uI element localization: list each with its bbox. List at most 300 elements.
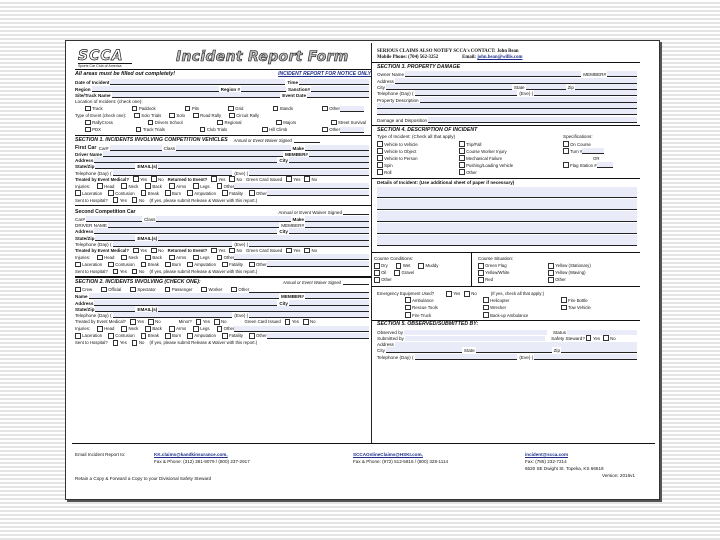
- event-street-survival[interactable]: [331, 120, 366, 126]
- checkbox[interactable]: [200, 127, 206, 133]
- location-grid[interactable]: [228, 106, 243, 112]
- event-club-trials[interactable]: [200, 127, 227, 133]
- injury-contusion[interactable]: [108, 190, 134, 196]
- injury-head[interactable]: [97, 183, 114, 189]
- checkbox[interactable]: [165, 287, 171, 293]
- spec-flag-station[interactable]: [563, 162, 639, 169]
- injury-fatality[interactable]: [222, 333, 243, 339]
- checkbox[interactable]: [394, 270, 400, 276]
- checkbox[interactable]: [187, 262, 193, 268]
- injury-legs[interactable]: [193, 326, 209, 332]
- checkbox[interactable]: [249, 262, 255, 268]
- location-pits[interactable]: [185, 106, 199, 112]
- sanction-field[interactable]: [311, 86, 369, 92]
- city-field[interactable]: [386, 347, 462, 353]
- checkbox[interactable]: [141, 190, 147, 196]
- equip-backup-ambulance[interactable]: [483, 312, 561, 318]
- checkbox[interactable]: [459, 141, 465, 147]
- injury-neck[interactable]: [121, 255, 138, 261]
- event-circuit-rally[interactable]: [229, 113, 259, 119]
- type-pushing-loading[interactable]: [459, 162, 563, 169]
- type-vehicle-person[interactable]: [377, 155, 459, 162]
- injury-break[interactable]: [141, 262, 159, 268]
- sit-yellow-stationary[interactable]: [548, 263, 608, 269]
- treated-yes[interactable]: [133, 248, 147, 254]
- event-regional[interactable]: [217, 120, 241, 126]
- zip-field[interactable]: [575, 84, 637, 90]
- contact-email-link[interactable]: john.bean@willis.com: [477, 55, 523, 60]
- checkbox[interactable]: [217, 120, 223, 126]
- checkbox[interactable]: [217, 326, 223, 332]
- checkbox[interactable]: [196, 319, 202, 325]
- checkbox[interactable]: [121, 326, 127, 332]
- checkbox[interactable]: [193, 113, 199, 119]
- flag-station-field[interactable]: [597, 162, 613, 168]
- checkbox[interactable]: [193, 183, 199, 189]
- equip-fire-truck[interactable]: [405, 312, 483, 318]
- sit-yellow-white[interactable]: [478, 270, 510, 276]
- waiver-field[interactable]: [343, 279, 369, 285]
- checkbox[interactable]: [418, 263, 424, 269]
- checkbox[interactable]: [548, 270, 554, 276]
- checkbox[interactable]: [75, 262, 81, 268]
- hospital-yes[interactable]: [113, 340, 127, 346]
- checkbox[interactable]: [133, 248, 139, 254]
- injury-arms[interactable]: [169, 326, 186, 332]
- checkbox[interactable]: [187, 190, 193, 196]
- checkbox[interactable]: [563, 162, 569, 168]
- event-solo[interactable]: [169, 113, 185, 119]
- checkbox[interactable]: [121, 255, 127, 261]
- equip-wrecker[interactable]: [483, 305, 561, 311]
- steward-yes[interactable]: [586, 335, 600, 341]
- telephone-eve-field[interactable]: [534, 354, 637, 360]
- state-field[interactable]: [526, 84, 566, 90]
- event-road-rally[interactable]: [193, 113, 221, 119]
- claims-email-link-2[interactable]: SCCAOnlineClaims@HSKI.com,: [353, 452, 423, 457]
- checkbox[interactable]: [276, 120, 282, 126]
- checkbox[interactable]: [101, 287, 107, 293]
- equip-tow-vehicle[interactable]: [561, 305, 639, 311]
- role-worker[interactable]: [201, 287, 222, 293]
- checkbox[interactable]: [145, 326, 151, 332]
- other-field[interactable]: [267, 333, 369, 339]
- checkbox[interactable]: [97, 326, 103, 332]
- details-line[interactable]: [377, 211, 637, 222]
- checkbox[interactable]: [229, 248, 235, 254]
- checkbox[interactable]: [113, 269, 119, 275]
- type-spin[interactable]: [377, 162, 459, 169]
- car-num-field[interactable]: [110, 145, 162, 151]
- checkbox[interactable]: [132, 340, 138, 346]
- hospital-no[interactable]: [132, 269, 145, 275]
- checkbox[interactable]: [113, 197, 119, 203]
- checkbox[interactable]: [169, 113, 175, 119]
- equip-ambulance[interactable]: [405, 297, 483, 303]
- address-field[interactable]: [94, 228, 277, 234]
- checkbox[interactable]: [322, 127, 328, 133]
- hospital-yes[interactable]: [113, 269, 127, 275]
- checkbox[interactable]: [286, 248, 292, 254]
- checkbox[interactable]: [130, 287, 136, 293]
- injury-type-other[interactable]: [249, 333, 371, 339]
- sit-red[interactable]: [478, 277, 493, 283]
- checkbox[interactable]: [459, 162, 465, 168]
- type-trip-fall[interactable]: [459, 141, 563, 148]
- cond-dry[interactable]: [374, 263, 388, 269]
- class-field[interactable]: [176, 145, 290, 151]
- checkbox[interactable]: [151, 176, 157, 182]
- cond-oil[interactable]: [374, 270, 386, 276]
- injury-fatality[interactable]: [222, 190, 243, 196]
- spec-on-course[interactable]: [563, 141, 639, 148]
- location-paddock[interactable]: [132, 106, 156, 112]
- hospital-yes[interactable]: [113, 197, 127, 203]
- checkbox[interactable]: [193, 255, 199, 261]
- injury-head[interactable]: [97, 326, 114, 332]
- checkbox[interactable]: [483, 312, 489, 318]
- treated-no[interactable]: [151, 248, 164, 254]
- injury-amputation[interactable]: [187, 262, 216, 268]
- make-field[interactable]: [305, 216, 369, 222]
- checkbox[interactable]: [145, 255, 151, 261]
- checkbox[interactable]: [75, 190, 81, 196]
- checkbox[interactable]: [228, 106, 234, 112]
- checkbox[interactable]: [108, 262, 114, 268]
- checkbox[interactable]: [548, 277, 554, 283]
- checkbox[interactable]: [121, 183, 127, 189]
- other-field[interactable]: [234, 183, 369, 189]
- checkbox[interactable]: [303, 319, 309, 325]
- injury-burn[interactable]: [165, 190, 181, 196]
- checkbox[interactable]: [201, 287, 207, 293]
- turn-field[interactable]: [582, 148, 604, 154]
- equip-rescue-tools[interactable]: [405, 305, 483, 311]
- checkbox[interactable]: [548, 263, 554, 269]
- sit-yellow-waving[interactable]: [548, 270, 608, 276]
- injury-laceration[interactable]: [75, 333, 102, 339]
- location-stands[interactable]: [273, 106, 293, 112]
- property-desc-field[interactable]: [420, 97, 637, 103]
- injury-neck[interactable]: [121, 326, 138, 332]
- details-line[interactable]: [377, 235, 637, 246]
- injury-amputation[interactable]: [187, 190, 216, 196]
- details-line[interactable]: [377, 223, 637, 234]
- checkbox[interactable]: [561, 297, 567, 303]
- checkbox[interactable]: [374, 277, 380, 283]
- car-num-field[interactable]: [86, 216, 142, 222]
- checkbox[interactable]: [133, 176, 139, 182]
- other-field[interactable]: [340, 106, 364, 112]
- damage-field[interactable]: [428, 117, 637, 123]
- checkbox[interactable]: [286, 176, 292, 182]
- returned-yes[interactable]: [211, 176, 225, 182]
- address-field[interactable]: [94, 157, 277, 163]
- checkbox[interactable]: [97, 255, 103, 261]
- member-field[interactable]: [305, 222, 369, 228]
- other-field[interactable]: [267, 261, 369, 267]
- injury-burn[interactable]: [165, 262, 181, 268]
- address-field[interactable]: [395, 78, 637, 84]
- event-track-trials[interactable]: [136, 127, 165, 133]
- region-field[interactable]: [92, 86, 219, 92]
- injury-contusion[interactable]: [108, 333, 134, 339]
- checkbox[interactable]: [132, 106, 138, 112]
- injury-break[interactable]: [141, 190, 159, 196]
- checkbox[interactable]: [322, 106, 328, 112]
- spec-turn[interactable]: [563, 148, 639, 155]
- checkbox[interactable]: [374, 263, 380, 269]
- state-zip-field[interactable]: [95, 163, 135, 169]
- checkbox[interactable]: [483, 297, 489, 303]
- injury-burn[interactable]: [165, 333, 181, 339]
- type-vehicle-vehicle[interactable]: [377, 141, 459, 148]
- property-desc-line[interactable]: [377, 103, 637, 109]
- checkbox[interactable]: [249, 333, 255, 339]
- checkbox[interactable]: [396, 263, 402, 269]
- other-field[interactable]: [234, 326, 369, 332]
- checkbox[interactable]: [222, 262, 228, 268]
- checkbox[interactable]: [217, 183, 223, 189]
- injury-other[interactable]: [217, 326, 371, 332]
- green-card-no[interactable]: [304, 248, 317, 254]
- checkbox[interactable]: [405, 312, 411, 318]
- driver-name-field[interactable]: [108, 222, 279, 228]
- checkbox[interactable]: [141, 333, 147, 339]
- incident-email-link[interactable]: incident@scca.com: [525, 452, 569, 457]
- checkbox[interactable]: [185, 106, 191, 112]
- checkbox[interactable]: [464, 291, 470, 297]
- submitted-field[interactable]: [405, 336, 545, 341]
- email-field[interactable]: [158, 163, 369, 169]
- checkbox[interactable]: [273, 106, 279, 112]
- checkbox[interactable]: [169, 255, 175, 261]
- claims-email-link-1[interactable]: KK.claims@kandkinsurance.com,: [154, 452, 228, 457]
- checkbox[interactable]: [151, 248, 157, 254]
- type-course-worker-injury[interactable]: [459, 148, 563, 155]
- checkbox[interactable]: [148, 120, 154, 126]
- checkbox[interactable]: [459, 169, 465, 175]
- state-field[interactable]: [476, 347, 552, 353]
- member-field[interactable]: [305, 293, 369, 299]
- checkbox[interactable]: [231, 287, 237, 293]
- checkbox[interactable]: [145, 183, 151, 189]
- emergency-yes[interactable]: [446, 291, 460, 297]
- checkbox[interactable]: [165, 190, 171, 196]
- checkbox[interactable]: [262, 127, 268, 133]
- address-field[interactable]: [395, 342, 637, 347]
- steward-no[interactable]: [603, 335, 639, 341]
- checkbox[interactable]: [187, 333, 193, 339]
- city-field[interactable]: [289, 300, 369, 306]
- injury-head[interactable]: [97, 255, 114, 261]
- telephone-day-field[interactable]: [113, 312, 233, 318]
- other-field[interactable]: [267, 190, 369, 196]
- checkbox[interactable]: [108, 190, 114, 196]
- hospital-no[interactable]: [132, 340, 145, 346]
- checkbox[interactable]: [483, 305, 489, 311]
- other-field[interactable]: [249, 287, 369, 293]
- checkbox[interactable]: [222, 333, 228, 339]
- checkbox[interactable]: [222, 190, 228, 196]
- injury-laceration[interactable]: [75, 190, 102, 196]
- telephone-day-field[interactable]: [415, 354, 518, 360]
- telephone-eve-field[interactable]: [249, 170, 369, 176]
- checkbox[interactable]: [193, 326, 199, 332]
- injury-legs[interactable]: [193, 255, 209, 261]
- member-field[interactable]: [607, 71, 637, 77]
- injury-arms[interactable]: [169, 183, 186, 189]
- type-mechanical-failure[interactable]: [459, 155, 563, 162]
- injury-break[interactable]: [141, 333, 159, 339]
- city-field[interactable]: [289, 228, 369, 234]
- role-spectator[interactable]: [130, 287, 156, 293]
- cond-wet[interactable]: [396, 263, 411, 269]
- checkbox[interactable]: [478, 270, 484, 276]
- checkbox[interactable]: [148, 319, 154, 325]
- sit-other[interactable]: [548, 277, 608, 283]
- treated-no[interactable]: [151, 176, 164, 182]
- checkbox[interactable]: [165, 333, 171, 339]
- treated-yes[interactable]: [130, 319, 144, 325]
- checkbox[interactable]: [561, 305, 567, 311]
- checkbox[interactable]: [304, 176, 310, 182]
- event-solo-trials[interactable]: [134, 113, 161, 119]
- checkbox[interactable]: [136, 127, 142, 133]
- returned-yes[interactable]: [211, 248, 225, 254]
- injury-back[interactable]: [145, 326, 162, 332]
- checkbox[interactable]: [165, 262, 171, 268]
- injury-type-other[interactable]: [249, 261, 371, 267]
- details-line[interactable]: [377, 187, 637, 198]
- checkbox[interactable]: [85, 120, 91, 126]
- telephone-day-field[interactable]: [113, 170, 233, 176]
- equip-fire-bottle[interactable]: [561, 297, 639, 303]
- checkbox[interactable]: [563, 148, 569, 154]
- injury-fatality[interactable]: [222, 262, 243, 268]
- checkbox[interactable]: [97, 183, 103, 189]
- waiver-field[interactable]: [294, 137, 320, 143]
- checkbox[interactable]: [141, 262, 147, 268]
- checkbox[interactable]: [377, 155, 383, 161]
- role-crew[interactable]: [75, 287, 92, 293]
- event-drivers-school[interactable]: [148, 120, 183, 126]
- minor-yes[interactable]: [196, 319, 210, 325]
- checkbox[interactable]: [285, 319, 291, 325]
- cond-gravel[interactable]: [394, 270, 414, 276]
- role-other[interactable]: [231, 287, 371, 293]
- emergency-no[interactable]: [464, 291, 477, 297]
- checkbox[interactable]: [459, 148, 465, 154]
- location-other[interactable]: [322, 106, 366, 112]
- cond-muddy[interactable]: [418, 263, 438, 269]
- green-card-no[interactable]: [304, 176, 317, 182]
- state-zip-field[interactable]: [95, 306, 135, 312]
- event-majors[interactable]: [276, 120, 296, 126]
- type-other[interactable]: [459, 169, 563, 176]
- checkbox[interactable]: [85, 127, 91, 133]
- checkbox[interactable]: [331, 120, 337, 126]
- checkbox[interactable]: [459, 155, 465, 161]
- city-field[interactable]: [386, 84, 512, 90]
- returned-no[interactable]: [229, 176, 242, 182]
- event-rallycross[interactable]: [85, 120, 113, 126]
- checkbox[interactable]: [603, 335, 609, 341]
- checkbox[interactable]: [132, 197, 138, 203]
- treated-yes[interactable]: [133, 176, 147, 182]
- address-field[interactable]: [94, 300, 277, 306]
- checkbox[interactable]: [75, 333, 81, 339]
- event-pdx[interactable]: [85, 127, 101, 133]
- checkbox[interactable]: [211, 248, 217, 254]
- role-passenger[interactable]: [165, 287, 193, 293]
- injury-neck[interactable]: [121, 183, 138, 189]
- checkbox[interactable]: [217, 255, 223, 261]
- telephone-eve-field[interactable]: [534, 90, 637, 96]
- other-field[interactable]: [340, 127, 364, 133]
- waiver-field[interactable]: [343, 209, 369, 215]
- other-field[interactable]: [234, 254, 369, 260]
- checkbox[interactable]: [134, 113, 140, 119]
- equip-helicopter[interactable]: [483, 297, 561, 303]
- checkbox[interactable]: [478, 277, 484, 283]
- treated-no[interactable]: [148, 319, 161, 325]
- cond-other[interactable]: [374, 277, 392, 283]
- event-hill-climb[interactable]: [262, 127, 287, 133]
- injury-other[interactable]: [217, 183, 371, 189]
- checkbox[interactable]: [113, 340, 119, 346]
- green-card-yes[interactable]: [285, 319, 299, 325]
- event-date-field[interactable]: [307, 92, 369, 98]
- injury-other[interactable]: [217, 254, 371, 260]
- injury-legs[interactable]: [193, 183, 209, 189]
- date-field[interactable]: [110, 79, 285, 85]
- hospital-no[interactable]: [132, 197, 145, 203]
- sit-green-flag[interactable]: [478, 263, 507, 269]
- email-field[interactable]: [158, 235, 369, 241]
- telephone-day-field[interactable]: [113, 241, 233, 247]
- state-zip-field[interactable]: [95, 235, 135, 241]
- class-field[interactable]: [156, 216, 290, 222]
- details-line[interactable]: [377, 199, 637, 210]
- observed-field[interactable]: [404, 330, 547, 335]
- checkbox[interactable]: [169, 183, 175, 189]
- checkbox[interactable]: [132, 269, 138, 275]
- minor-no[interactable]: [214, 319, 227, 325]
- checkbox[interactable]: [586, 335, 592, 341]
- checkbox[interactable]: [478, 263, 484, 269]
- injury-laceration[interactable]: [75, 262, 102, 268]
- time-field[interactable]: [299, 79, 369, 85]
- type-vehicle-object[interactable]: [377, 148, 459, 155]
- checkbox[interactable]: [108, 333, 114, 339]
- checkbox[interactable]: [405, 297, 411, 303]
- event-other[interactable]: [322, 127, 366, 133]
- checkbox[interactable]: [377, 169, 383, 175]
- telephone-day-field[interactable]: [415, 90, 518, 96]
- checkbox[interactable]: [211, 176, 217, 182]
- role-official[interactable]: [101, 287, 121, 293]
- checkbox[interactable]: [169, 326, 175, 332]
- location-track[interactable]: [85, 106, 103, 112]
- checkbox[interactable]: [405, 305, 411, 311]
- green-card-no[interactable]: [303, 319, 316, 325]
- city-field[interactable]: [289, 157, 369, 163]
- injury-amputation[interactable]: [187, 333, 216, 339]
- injury-back[interactable]: [145, 255, 162, 261]
- checkbox[interactable]: [304, 248, 310, 254]
- site-field[interactable]: [112, 92, 281, 98]
